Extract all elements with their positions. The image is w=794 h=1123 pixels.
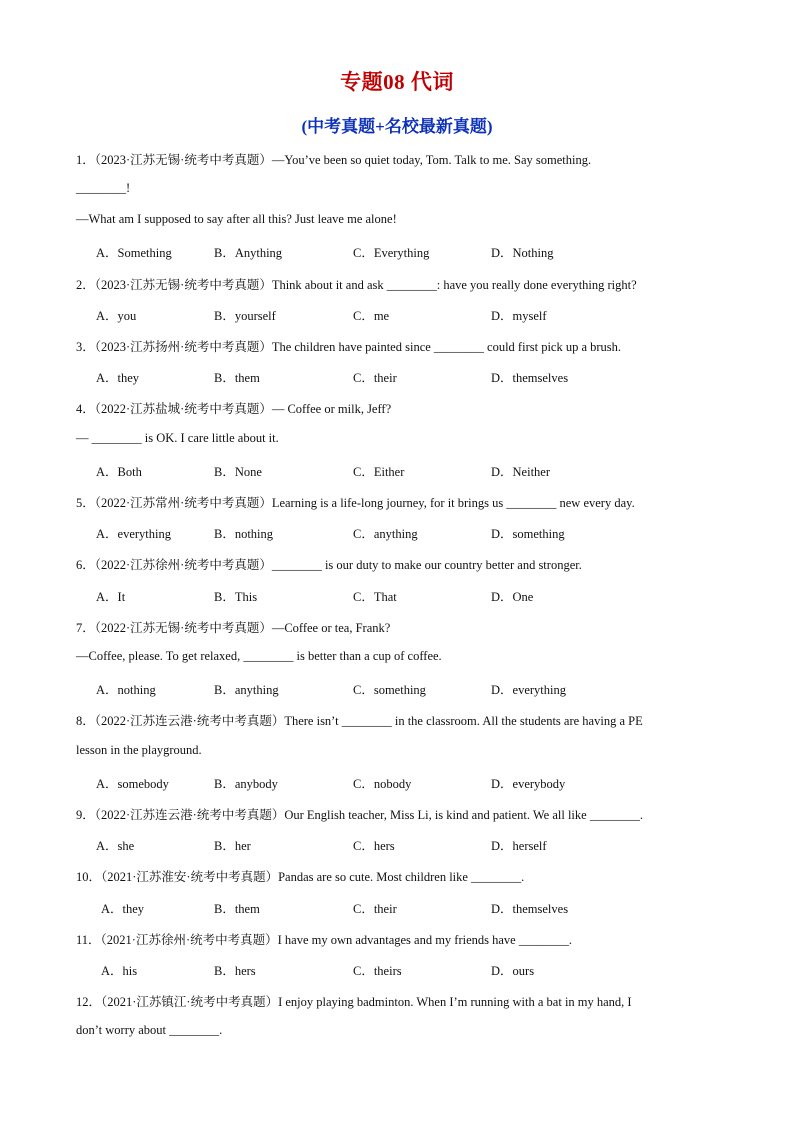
option-c[interactable]: C．Everything <box>353 246 430 260</box>
option-c[interactable]: C．Either <box>353 465 405 479</box>
question-1-line-3: —What am I supposed to say after all this? Just leave me alone! <box>76 212 397 226</box>
question-4-line-1: 4．（2022·江苏盐城·统考中考真题）— Coffee or milk, Jeff? <box>76 402 392 416</box>
option-b[interactable]: B．yourself <box>214 309 276 323</box>
option-d[interactable]: D．myself <box>491 309 547 323</box>
option-a[interactable]: A．Something <box>96 246 172 260</box>
option-b[interactable]: B．None <box>214 465 262 479</box>
option-d[interactable]: D．herself <box>491 839 547 853</box>
question-1-line-1: 1．（2023·江苏无锡·统考中考真题）—You’ve been so quiet today, Tom. Talk to me. Say something. <box>76 153 592 167</box>
option-b[interactable]: B．them <box>214 371 260 385</box>
question-10-line-1: 10．（2021·江苏淮安·统考中考真题）Pandas are so cute. Most children like ________. <box>76 870 525 884</box>
option-b[interactable]: B．hers <box>214 964 256 978</box>
option-b[interactable]: B．This <box>214 590 258 604</box>
document-title: 专题08 代词 <box>340 70 454 94</box>
option-a[interactable]: A．she <box>96 839 135 853</box>
option-c[interactable]: C．hers <box>353 839 395 853</box>
option-b[interactable]: B．her <box>214 839 251 853</box>
option-b[interactable]: B．Anything <box>214 246 283 260</box>
option-d[interactable]: D．Neither <box>491 465 551 479</box>
question-3-line-1: 3．（2023·江苏扬州·统考中考真题）The children have painted since ________ could first pick up a brush. <box>76 340 622 354</box>
option-c[interactable]: C．me <box>353 309 390 323</box>
option-b[interactable]: B．nothing <box>214 527 274 541</box>
option-c[interactable]: C．nobody <box>353 777 412 791</box>
option-c[interactable]: C．their <box>353 902 397 916</box>
option-c[interactable]: C．their <box>353 371 397 385</box>
question-1-line-2: ________! <box>76 181 131 195</box>
question-4-line-2: — ________ is OK. I care little about it. <box>76 431 279 445</box>
option-a[interactable]: A．you <box>96 309 137 323</box>
option-a[interactable]: A．they <box>96 371 140 385</box>
question-2-line-1: 2．（2023·江苏无锡·统考中考真题）Think about it and ask ________: have you really done everything right? <box>76 278 637 292</box>
question-5-line-1: 5．（2022·江苏常州·统考中考真题）Learning is a life-long journey, for it brings us ________ new every day. <box>76 496 635 510</box>
option-d[interactable]: D．Nothing <box>491 246 554 260</box>
option-a[interactable]: A．everything <box>96 527 171 541</box>
question-12-line-1: 12．（2021·江苏镇江·统考中考真题）I enjoy playing badminton. When I’m running with a bat in my hand, I <box>76 995 632 1009</box>
option-d[interactable]: D．everything <box>491 683 566 697</box>
question-6-line-1: 6．（2022·江苏徐州·统考中考真题）________ is our duty to make our country better and stronger. <box>76 558 582 572</box>
option-c[interactable]: C．something <box>353 683 426 697</box>
option-a[interactable]: A．It <box>96 590 126 604</box>
option-c[interactable]: C．anything <box>353 527 418 541</box>
option-b[interactable]: B．them <box>214 902 260 916</box>
option-a[interactable]: A．somebody <box>96 777 169 791</box>
option-a[interactable]: A．nothing <box>96 683 156 697</box>
option-c[interactable]: C．theirs <box>353 964 402 978</box>
option-c[interactable]: C．That <box>353 590 397 604</box>
option-b[interactable]: B．anybody <box>214 777 278 791</box>
question-7-line-2: —Coffee, please. To get relaxed, ________ is better than a cup of coffee. <box>76 649 442 663</box>
question-11-line-1: 11．（2021·江苏徐州·统考中考真题）I have my own advantages and my friends have ________. <box>76 933 572 947</box>
question-12-line-2: don’t worry about ________. <box>76 1023 223 1037</box>
option-a[interactable]: A．his <box>101 964 138 978</box>
option-a[interactable]: A．they <box>101 902 145 916</box>
document-subtitle: (中考真题+名校最新真题) <box>301 117 493 136</box>
question-8-line-1: 8．（2022·江苏连云港·统考中考真题）There isn’t ________ in the classroom. All the students are having a PE <box>76 714 643 728</box>
option-d[interactable]: D．themselves <box>491 902 569 916</box>
option-b[interactable]: B．anything <box>214 683 279 697</box>
option-a[interactable]: A．Both <box>96 465 142 479</box>
question-8-line-2: lesson in the playground. <box>76 743 202 757</box>
option-d[interactable]: D．ours <box>491 964 535 978</box>
option-d[interactable]: D．something <box>491 527 565 541</box>
option-d[interactable]: D．One <box>491 590 534 604</box>
option-d[interactable]: D．everybody <box>491 777 566 791</box>
question-9-line-1: 9．（2022·江苏连云港·统考中考真题）Our English teacher, Miss Li, is kind and patient. We all like ________. <box>76 808 643 822</box>
question-7-line-1: 7．（2022·江苏无锡·统考中考真题）—Coffee or tea, Frank? <box>76 621 391 635</box>
option-d[interactable]: D．themselves <box>491 371 569 385</box>
